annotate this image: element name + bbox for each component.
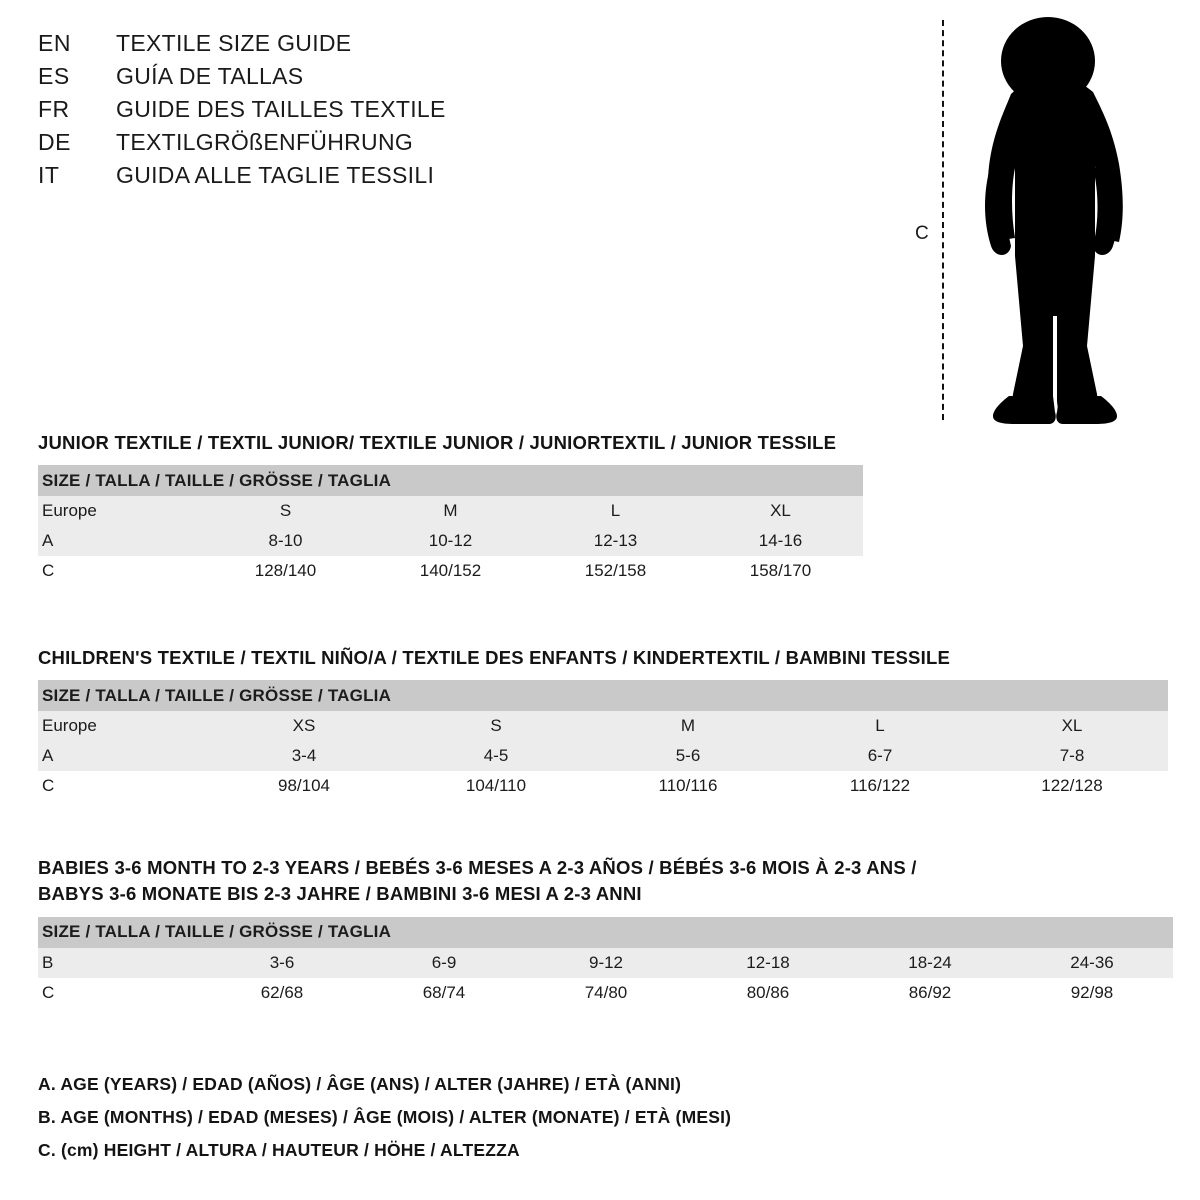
header-row — [38, 96, 638, 129]
row-label: Europe — [38, 711, 208, 741]
children-size-table — [38, 680, 1168, 801]
child-silhouette-icon — [953, 16, 1153, 428]
row-value: 74/80 — [525, 978, 687, 1008]
section-title-children: CHILDREN'S TEXTILE / TEXTIL NIÑO/A / TEXTILE DES ENFANTS / KINDERTEXTIL / BAMBINI TESSILE — [38, 647, 950, 668]
row-value: 6-9 — [363, 948, 525, 978]
row-value: 8-10 — [203, 526, 368, 556]
row-value: 86/92 — [849, 978, 1011, 1008]
row-label: Europe — [38, 496, 203, 526]
header-lang-code: EN — [38, 30, 71, 56]
legend-line-c: C. (cm) HEIGHT / ALTURA / HAUTEUR / HÖHE / ALTEZZA — [38, 1139, 520, 1160]
row-value: 24-36 — [1011, 948, 1173, 978]
header-title-text: GUIDE DES TAILLES TEXTILE — [116, 96, 446, 122]
header-row — [38, 63, 638, 96]
row-value: 9-12 — [525, 948, 687, 978]
legend-line-b: B. AGE (MONTHS) / EDAD (MESES) / ÂGE (MOIS) / ALTER (MONATE) / ETÀ (MESI) — [38, 1106, 732, 1127]
band-label: SIZE / TALLA / TAILLE / GRÖSSE / TAGLIA — [38, 917, 1173, 948]
header-lang-code: ES — [38, 63, 70, 89]
row-value: 110/116 — [592, 771, 784, 801]
row-value: 10-12 — [368, 526, 533, 556]
row-value: 92/98 — [1011, 978, 1173, 1008]
row-label: C — [38, 556, 203, 586]
row-value: 3-4 — [208, 741, 400, 771]
junior-size-table — [38, 465, 863, 586]
section-title-junior: JUNIOR TEXTILE / TEXTIL JUNIOR/ TEXTILE JUNIOR / JUNIORTEXTIL / JUNIOR TESSILE — [38, 432, 837, 453]
table-band-header — [38, 680, 1168, 711]
row-value: 12-13 — [533, 526, 698, 556]
section-title-babies-line2: BABYS 3-6 MONATE BIS 2-3 JAHRE / BAMBINI 3-6 MESI A 2-3 ANNI — [38, 883, 642, 905]
table-row — [38, 948, 1173, 978]
table-row — [38, 526, 863, 556]
band-label: SIZE / TALLA / TAILLE / GRÖSSE / TAGLIA — [38, 465, 863, 496]
header-title-text: TEXTILGRÖßENFÜHRUNG — [116, 129, 414, 155]
row-value: 158/170 — [698, 556, 863, 586]
header-title-text: TEXTILE SIZE GUIDE — [116, 30, 352, 56]
header-title-text: GUÍA DE TALLAS — [116, 63, 304, 89]
header-lang-code: DE — [38, 129, 71, 155]
header-title-text: GUIDA ALLE TAGLIE TESSILI — [116, 162, 435, 188]
row-value: 4-5 — [400, 741, 592, 771]
header-language-list — [38, 30, 638, 195]
table-row — [38, 741, 1168, 771]
row-value: 3-6 — [201, 948, 363, 978]
row-value: S — [400, 711, 592, 741]
row-value: S — [203, 496, 368, 526]
legend-block — [38, 1068, 731, 1167]
row-label: A — [38, 741, 208, 771]
table-band-header — [38, 917, 1173, 948]
row-value: 12-18 — [687, 948, 849, 978]
row-value: 7-8 — [976, 741, 1168, 771]
legend-line-a: A. AGE (YEARS) / EDAD (AÑOS) / ÂGE (ANS) / ALTER (JAHRE) / ETÀ (ANNI) — [38, 1074, 682, 1094]
row-value: 152/158 — [533, 556, 698, 586]
row-value: 6-7 — [784, 741, 976, 771]
row-value: 104/110 — [400, 771, 592, 801]
row-value: 140/152 — [368, 556, 533, 586]
row-value: 122/128 — [976, 771, 1168, 801]
header-row — [38, 129, 638, 162]
band-label: SIZE / TALLA / TAILLE / GRÖSSE / TAGLIA — [38, 680, 1168, 711]
row-value: 116/122 — [784, 771, 976, 801]
table-row — [38, 711, 1168, 741]
table-band-header — [38, 465, 863, 496]
row-value: 98/104 — [208, 771, 400, 801]
row-value: L — [533, 496, 698, 526]
row-value: XL — [976, 711, 1168, 741]
header-lang-code: IT — [38, 162, 60, 188]
row-value: 18-24 — [849, 948, 1011, 978]
table-row — [38, 978, 1173, 1008]
row-value: 128/140 — [203, 556, 368, 586]
table-row — [38, 556, 863, 586]
section-children — [38, 645, 1168, 801]
row-label: B — [38, 948, 201, 978]
row-value: XL — [698, 496, 863, 526]
row-label: C — [38, 771, 208, 801]
section-title-babies-line1: BABIES 3-6 MONTH TO 2-3 YEARS / BEBÉS 3-6 MESES A 2-3 AÑOS / BÉBÉS 3-6 MOIS À 2-3 ANS / — [38, 857, 917, 878]
header-row — [38, 30, 638, 63]
row-value: 5-6 — [592, 741, 784, 771]
section-junior — [38, 430, 863, 586]
row-value: 62/68 — [201, 978, 363, 1008]
table-row — [38, 771, 1168, 801]
row-value: L — [784, 711, 976, 741]
row-value: 68/74 — [363, 978, 525, 1008]
height-measurement-figure — [905, 8, 1155, 428]
row-value: 14-16 — [698, 526, 863, 556]
row-value: 80/86 — [687, 978, 849, 1008]
babies-size-table — [38, 917, 1173, 1008]
measurement-dashed-line — [942, 20, 944, 420]
figure-measure-label: C — [915, 223, 929, 244]
row-value: M — [368, 496, 533, 526]
header-lang-code: FR — [38, 96, 70, 122]
row-label: A — [38, 526, 203, 556]
row-value: XS — [208, 711, 400, 741]
row-label: C — [38, 978, 201, 1008]
section-babies — [38, 855, 1173, 1008]
header-row — [38, 162, 638, 195]
table-row — [38, 496, 863, 526]
row-value: M — [592, 711, 784, 741]
